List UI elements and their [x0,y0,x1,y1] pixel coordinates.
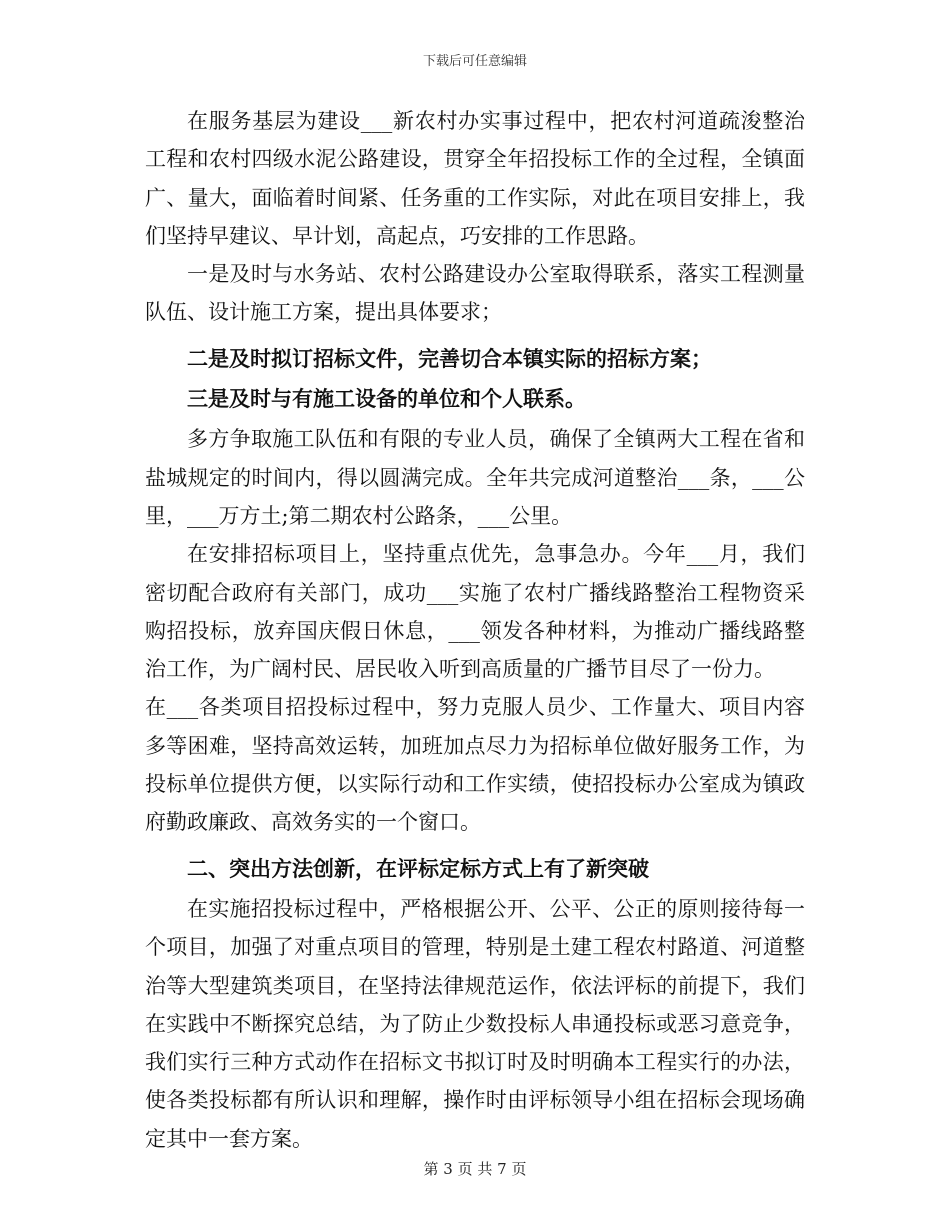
document-body [145,102,805,1158]
paragraph-point-one: 一是及时与水务站、农村公路建设办公室取得联系，落实工程测量队伍、设计施工方案，提出具体要求； [145,262,805,325]
paragraph-completion: 多方争取施工队伍和有限的专业人员，确保了全镇两大工程在省和盐城规定的时间内，得以圆满完成。全年共完成河道整治___条，___公里，___万方土;第二期农村公路条，___公里。 [145,427,805,528]
paragraph-intro: 在服务基层为建设___新农村办实事过程中，把农村河道疏浚整治工程和农村四级水泥公路建设，贯穿全年招投标工作的全过程，全镇面广、量大，面临着时间紧、任务重的工作实际，对此在项目安排上，我们坚持早建议、早计划，高起点，巧安排的工作思路。 [145,109,805,248]
page-footer: 第 3 页 共 7 页 [423,1160,527,1178]
paragraph-service: 在___各类项目招投标过程中，努力克服人员少、工作量大、项目内容多等困难，坚持高效运转，加班加点尽力为招标单位做好服务工作，为投标单位提供方便，以实际行动和工作实绩，使招投标办公室成为镇政府勤政廉政、高效务实的一个窗口。 [145,695,805,835]
paragraph-point-two: 二是及时拟订招标文件，完善切合本镇实际的招标方案； [187,345,712,371]
page-header: 下载后可任意编辑 [422,54,527,69]
paragraph-broadcast: 在安排招标项目上，坚持重点优先，急事急办。今年___月，我们密切配合政府有关部门，成功___实施了农村广播线路整治工程物资采购招投标，放弃国庆假日休息，___领发各种材料，为推动广播线路整治工作，为广阔村民、居民收入听到高质量的广播节目尽了一份力。 [145,542,805,682]
section-heading-two: 二、突出方法创新，在评标定标方式上有了新突破 [187,855,649,881]
paragraph-method: 在实施招投标过程中，严格根据公开、公平、公正的原则接待每一个项目，加强了对重点项目的管理，特别是土建工程农村路道、河道整治等大型建筑类项目，在坚持法律规范运作，依法评标的前提下，我们在实践中不断探究总结，为了防止少数投标人串通投标或恶习意竞争，我们实行三种方式动作在招标文书拟订时及时明确本工程实行的办法，使各类投标都有所认识和理解，操作时由评标领导小组在招标会现场确定其中一套方案。 [145,896,805,1151]
paragraph-point-three: 三是及时与有施工设备的单位和个人联系。 [187,386,586,412]
